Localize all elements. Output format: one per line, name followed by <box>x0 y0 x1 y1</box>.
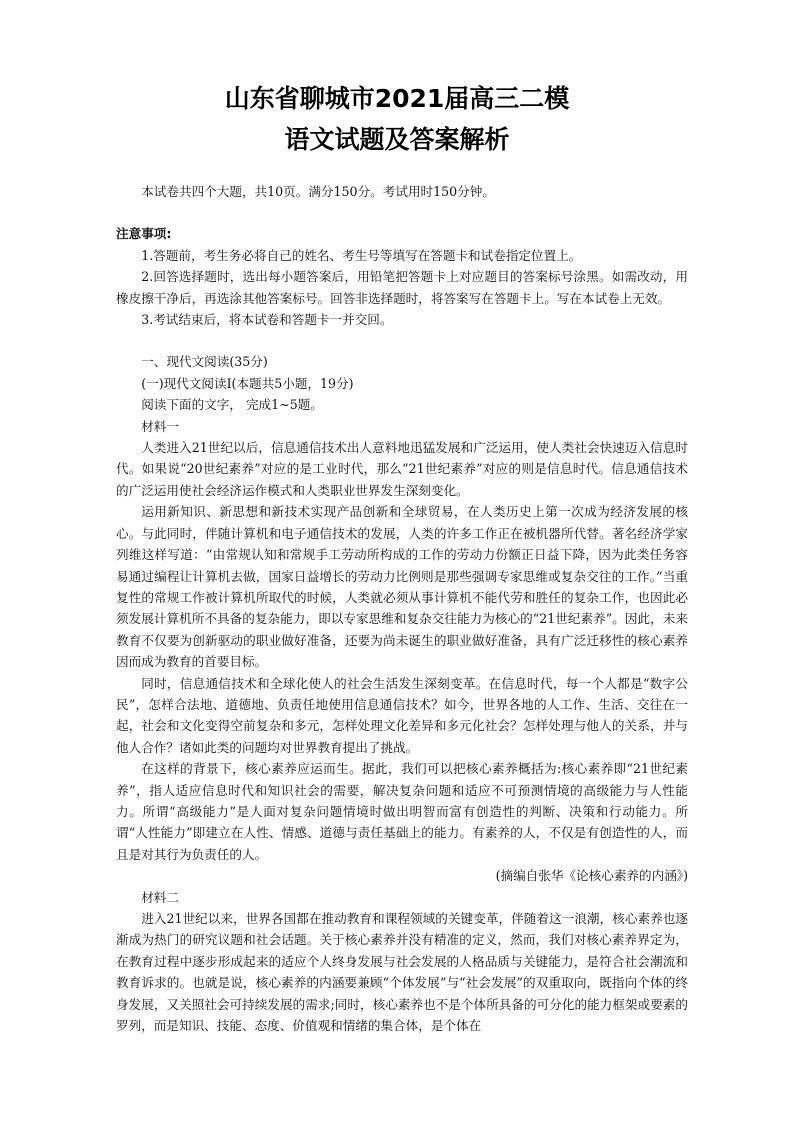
notice-item-2: 2.回答选择题时，选出每小题答案后，用铅笔把答题卡上对应题目的答案标号涂黑。如需改动，用橡皮擦干净后，再选涂其他答案标号。回答非选择题时，将答案写在答题卡上。写在本试卷上无效。 <box>116 269 688 306</box>
material-1-label: 材料一 <box>141 418 179 434</box>
material-1-paragraph-2: 运用新知识、新思想和新技术实现产品创新和全球贸易，在人类历史上第一次成为经济发展的核心。与此同时，伴随计算机和电子通信技术的发展，人类的许多工作正在被机器所代替。著名经济学家列维这样写道：“由常规认知和常规手工劳动所构成的工作的劳动力份额正日益下降，因为此类任务容易通过编程让计算机去做，国家日益增长的劳动力比例则是那些强调专家思维或复杂交往的工作。”当重复性的常规工作被计算机所取代的时候，人类就必须从事计算机不能代劳和胜任的复杂工作，也因此必须发展计算机所不具备的复杂能力，即以专家思维和复杂交往能力为核心的“21世纪素养”。因此，未来教育不仅要为创新驱动的职业做好准备，还要为尚未诞生的职业做好准备，具有广泛迁移性的核心素养因而成为教育的首要目标。 <box>116 504 688 670</box>
material-2-label: 材料二 <box>141 889 179 905</box>
notice-item-1: 1.答题前，考生务必将自己的姓名、考生号等填写在答题卡和试卷指定位置上。 <box>141 247 582 263</box>
spacer <box>116 330 688 351</box>
material-1-source: (摘编自张华《论核心素养的内涵》) <box>495 868 688 884</box>
material-1-paragraph-3: 同时，信息通信技术和全球化使人的社会生活发生深刻变革。在信息时代，每一个人都是“数字公民”，怎样合法地、道德地、负责任地使用信息通信技术？如今，世界各地的人工作、生活、交往在一起，社会和文化变得空前复杂和多元，怎样处理文化差异和多元化社会？怎样处理与他人的关系，并与他人合作？诸如此类的问题均对世界教育提出了挑战。 <box>116 675 688 755</box>
material-2-paragraph-1: 进入21世纪以来，世界各国都在推动教育和课程领域的关键变革，伴随着这一浪潮，核心素养也逐渐成为热门的研究议题和社会话题。关于核心素养并没有精准的定义，然而，我们对核心素养界定为，在教育过程中逐步形成起来的适应个人终身发展与社会发展的人格品质与关键能力，是符合社会潮流和教育诉求的。也就是说，核心素养的内涵要兼顾“个体发展”与“社会发展”的双重取向，既指向个体的终身发展，又关照社会可持续发展的需求;同时，核心素养也不是个体所具备的可分化的能力框架或要素的罗列，而是知识、技能、态度、价值观和情绪的集合体，是个体在 <box>116 911 688 1034</box>
spacer <box>116 202 688 223</box>
notice-item-3: 3.考试结束后，将本试卷和答题卡一并交回。 <box>141 312 393 328</box>
title-line-2: 语文试题及答案解析 <box>284 125 510 154</box>
section-heading: 一、现代文阅读(35分) <box>141 354 268 370</box>
material-1-paragraph-4: 在这样的背景下，核心素养应运而生。据此，我们可以把核心素养概括为:核心素养即“21世纪素养”，指人适应信息时代和知识社会的需要，解决复杂问题和适应不可预测情境的高级能力与人性能力。所谓“高级能力”是人面对复杂问题情境时做出明智而富有创造性的判断、决策和行动能力。所谓“人性能力”即建立在人性、情感、道德与责任基础上的能力。有素养的人，不仅是有创造性的人，而且是对其行为负责任的人。 <box>116 761 688 862</box>
reading-instruction: 阅读下面的文字， 完成1~5题。 <box>141 397 323 413</box>
material-1-paragraph-1: 人类进入21世纪以后，信息通信技术出人意料地迅猛发展和广泛运用，使人类社会快速迈入信息时代。如果说“20世纪素养”对应的是工业时代，那么“21世纪素养”对应的则是信息时代。信息通信技术的广泛运用使社会经济运作模式和人类职业世界发生深刻变化。 <box>116 440 688 498</box>
document-body <box>116 181 688 1036</box>
subsection-heading: (一)现代文阅读Ⅰ(本题共5小题，19分) <box>141 375 354 391</box>
title-line-1: 山东省聊城市2021届高三二模 <box>224 84 570 113</box>
notice-heading: 注意事项: <box>116 226 172 242</box>
exam-intro: 本试卷共四个大题，共10页。满分150分。考试用时150分钟。 <box>141 184 495 199</box>
